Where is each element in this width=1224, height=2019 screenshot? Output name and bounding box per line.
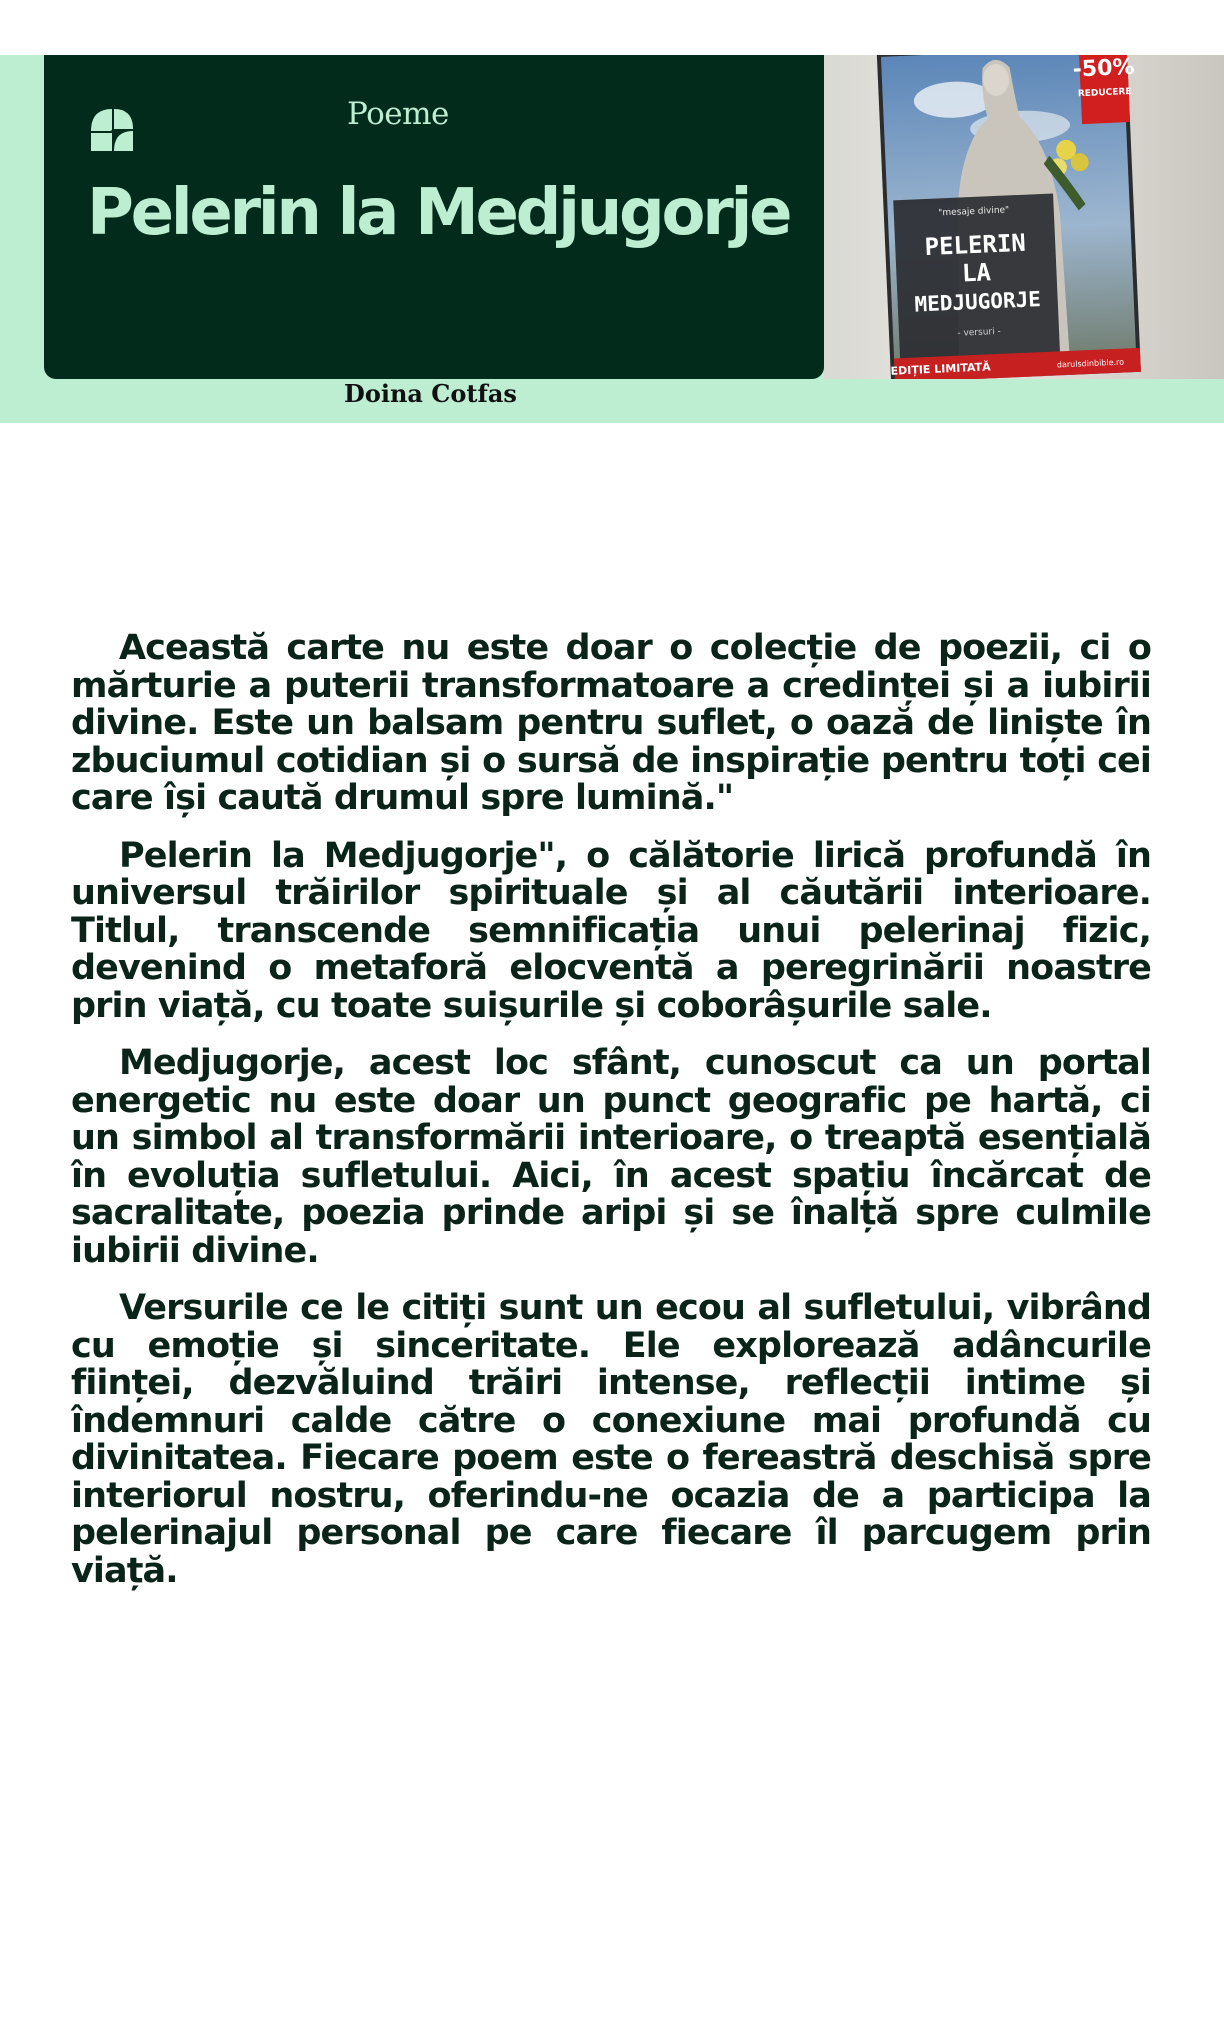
author-name: Doina Cotfas [344,379,517,408]
discount-word: REDUCERE [1077,86,1132,100]
cover-website: darulsdinbible.ro [1056,357,1125,370]
discount-badge: -50% [1072,55,1136,83]
publisher-logo-icon [87,105,137,155]
cover-genre: - versuri - [957,326,1001,339]
book-cover-photo [824,55,1224,379]
cover-subtitle: "mesaje divine" [938,205,1010,219]
cover-title-line2: LA [961,258,992,288]
book-description [71,630,1151,1610]
page-title: Pelerin la Medjugorje [87,176,790,250]
edition-banner: EDIȚIE LIMITATĂ [890,360,991,378]
cover-title-line3: MEDJUGORJE [914,287,1042,317]
description-paragraph: Medjugorje, acest loc sfânt, cunoscut ca un portal energetic nu este doar un punct geografic pe hartă, ci un simbol al transformării interioare, o treaptă esențială în evoluția sufletului. Aici, în acest spațiu încărcat de sacralitate, poezia prinde aripi și se înalță spre culmile iubirii divine. [71,1043,1151,1271]
description-paragraph: Această carte nu este doar o colecție de poezii, ci o mărturie a puterii transformatoare a credinței și a iubirii divine. Este un balsam pentru suflet, o oază de liniște în zbuciumul cotidian și o sursă de inspirație pentru toți cei care își caută drumul spre lumină." [71,628,1151,818]
description-paragraph: Versurile ce le citiți sunt un ecou al sufletului, vibrând cu emoție și sinceritate. Ele explorează adâncurile ființei, dezvăluind trăiri intense, reflecții intime și îndemnuri calde către o conexiune mai profundă cu divinitatea. Fiecare poem este o fereastră deschisă spre interiorul nostru, oferindu-ne ocazia de a participa la pelerinajul personal pe care fiecare îl parcugem prin viață. [71,1288,1151,1591]
description-paragraph: Pelerin la Medjugorje", o călătorie lirică profundă în universul trăirilor spirituale și al căutării interioare. Titlul, transcende semnificația unui pelerinaj fizic, devenind o metaforă elocventă a peregrinării noastre prin viață, cu toate suișurile și coborâșurile sale. [71,835,1151,1026]
category-label: Poeme [347,96,449,132]
cover-title-line1: PELERIN [924,228,1027,262]
